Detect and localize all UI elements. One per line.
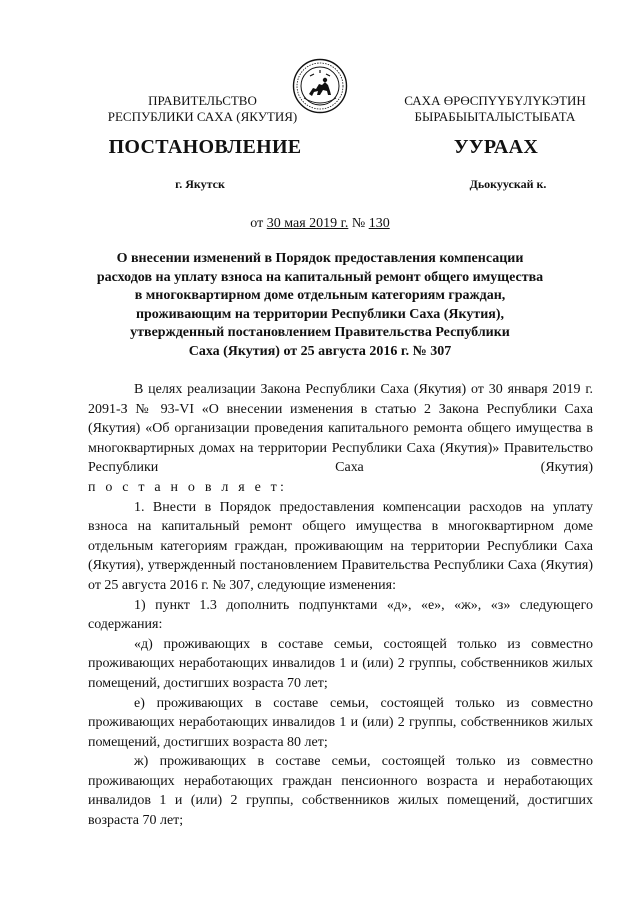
- header-left: [95, 93, 310, 125]
- number-prefix: №: [348, 216, 369, 231]
- government-region-sah: БЫРАБЫЫТАЛЫСТЫБАТА: [414, 109, 576, 124]
- doc-type-ru: ПОСТАНОВЛЕНИЕ: [108, 136, 302, 158]
- title-line: Саха (Якутия) от 25 августа 2016 г. № 307: [188, 343, 452, 359]
- document-title: [95, 250, 545, 361]
- resolves-line: п о с т а н о в л я е т:: [88, 479, 288, 495]
- title-line: проживающим на территории Республики Саха (Якутия),: [135, 306, 505, 322]
- government-name-sah: САХА ӨРӨСПҮҮБҮЛҮКЭТИН: [404, 93, 586, 108]
- doc-type-sah: УУРААХ: [453, 136, 539, 158]
- subitem-e-paragraph: е) проживающих в составе семьи, состоящей только из совместно проживающих неработающих инвалидов 1 и (или) 2 группы, собственников жилых помещений, достигших возраста 80 лет;: [88, 695, 593, 750]
- government-name-ru: ПРАВИТЕЛЬСТВО: [148, 93, 257, 108]
- item-1-1-paragraph: 1) пункт 1.3 дополнить подпунктами «д», «е», «ж», «з» следующего содержания:: [88, 597, 593, 633]
- subitem-d-paragraph: «д) проживающих в составе семьи, состоящей только из совместно проживающих неработающих инвалидов 1 и (или) 2 группы, собственников жилых помещений, достигших возраста 70 лет;: [88, 636, 593, 691]
- title-line: О внесении изменений в Порядок предоставления компенсации: [116, 251, 524, 266]
- date-prefix: от: [250, 216, 267, 231]
- header-right: [390, 93, 600, 125]
- preamble-paragraph: В целях реализации Закона Республики Саха (Якутия) от 30 января 2019 г. 2091-З № 93-VI «О внесении изменения в статью 2 Закона Республики Саха (Якутия) «Об организации проведения капитального ремонта общего имущества в многоквартирных домах на территории Республики Саха (Якутия)» Правительство Республики Саха (Якутия): [88, 382, 593, 476]
- date-number-line: [0, 216, 640, 232]
- government-region-ru: РЕСПУБЛИКИ САХА (ЯКУТИЯ): [107, 109, 298, 124]
- subitem-zh-paragraph: ж) проживающих в составе семьи, состоящей только из совместно проживающих неработающих граждан пенсионного возраста и неработающих инвалидов 1 и (или) 2 группы, собственников жилых помещений, достигших возраста 70 лет;: [88, 754, 593, 829]
- city-sah: Дьокуускай к.: [469, 177, 547, 191]
- document-body: [88, 380, 593, 831]
- item-1-paragraph: 1. Внести в Порядок предоставления компенсации расходов на уплату взноса на капитальный ремонт общего имущества в многоквартирном доме отдельным категориям граждан, проживающим на территории Республики Саха (Якутия), утвержденный постановлением Правительства Республики Саха (Якутия) от 25 августа 2016 г. № 307, следующие изменения:: [88, 499, 593, 593]
- city-ru: г. Якутск: [175, 177, 225, 191]
- document-date: 30 мая 2019 г.: [266, 216, 349, 231]
- title-line: расходов на уплату взноса на капитальный ремонт общего имущества: [96, 269, 544, 285]
- title-line: утвержденный постановлением Правительства Республики: [130, 325, 510, 340]
- title-line: в многоквартирном доме отдельным категориям граждан,: [134, 288, 506, 303]
- document-number: 130: [368, 216, 390, 231]
